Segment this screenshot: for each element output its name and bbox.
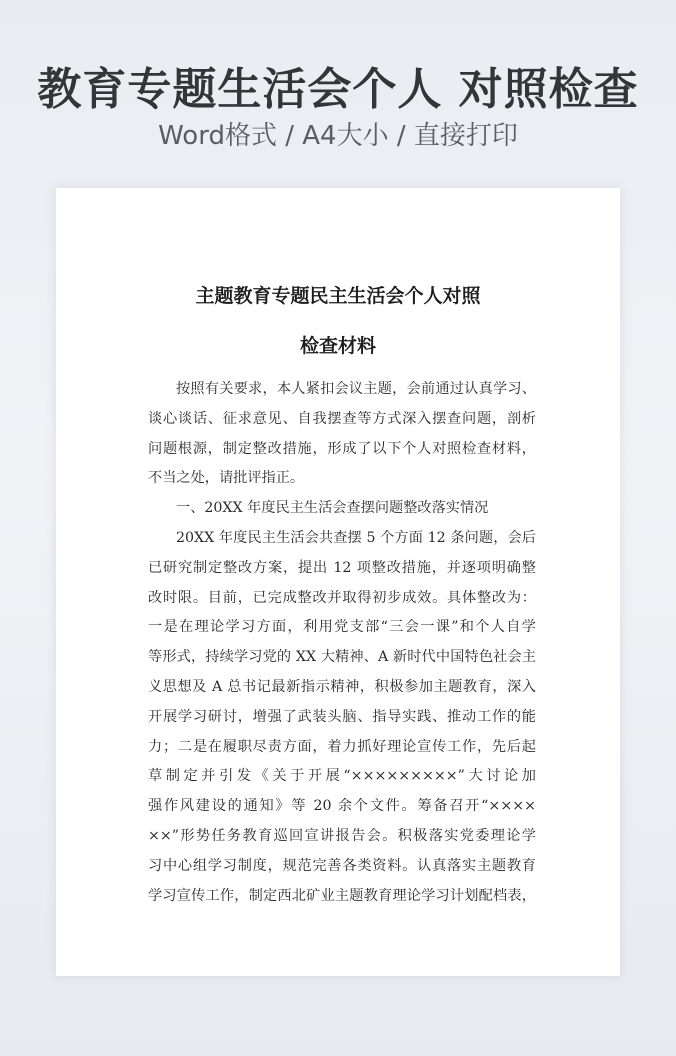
- body-line: 20XX 年度民主生活会共查摆 5 个方面 12 条问题，会后: [176, 529, 536, 546]
- body-line: 草制定并引发《关于开展“×××××××××”大讨论加: [148, 768, 536, 785]
- body-line: 等形式，持续学习党的 XX 大精神、A 新时代中国特色社会主: [148, 649, 536, 666]
- banner-title: 教育专题生活会个人 对照检查: [37, 64, 639, 115]
- body-line: 改时限。目前，已完成整改并取得初步成效。具体整改为：: [148, 589, 536, 606]
- body-line: 不当之处，请批评指正。: [148, 470, 305, 487]
- banner-subtitle: Word格式 / A4大小 / 直接打印: [158, 121, 518, 151]
- body-line: 学习宣传工作，制定西北矿业主题教育理论学习计划配档表，: [148, 887, 536, 904]
- body-line: 习中心组学习制度，规范完善各类资料。认真落实主题教育: [148, 857, 536, 874]
- body-line: 问题根源，制定整改措施，形成了以下个人对照检查材料，: [148, 440, 536, 457]
- body-line: 力；二是在履职尽责方面，着力抓好理论宣传工作，先后起: [148, 738, 536, 755]
- body-line: 义思想及 A 总书记最新指示精神，积极参加主题教育，深入: [148, 678, 536, 695]
- document-body: [148, 375, 536, 911]
- document-title-line-2: 检查材料: [299, 335, 376, 357]
- body-line: ××”形势任务教育巡回宣讲报告会。积极落实党委理论学: [148, 827, 536, 844]
- document-title-line-1: 主题教育专题民主生活会个人对照: [195, 285, 481, 307]
- body-line: 谈心谈话、征求意见、自我摆查等方式深入摆查问题，剖析: [148, 410, 536, 427]
- body-line: 开展学习研讨，增强了武装头脑、指导实践、推动工作的能: [148, 708, 536, 725]
- document-page: [56, 188, 620, 976]
- section-heading: 一、20XX 年度民主生活会查摆问题整改落实情况: [176, 500, 489, 517]
- body-line: 强作风建设的通知》等 20 余个文件。筹备召开“××××: [148, 798, 536, 815]
- body-line: 已研究制定整改方案，提出 12 项整改措施，并逐项明确整: [148, 559, 536, 576]
- body-line: 按照有关要求，本人紧扣会议主题，会前通过认真学习、: [176, 381, 536, 397]
- body-line: 一是在理论学习方面，利用党支部“三会一课”和个人自学: [148, 619, 536, 636]
